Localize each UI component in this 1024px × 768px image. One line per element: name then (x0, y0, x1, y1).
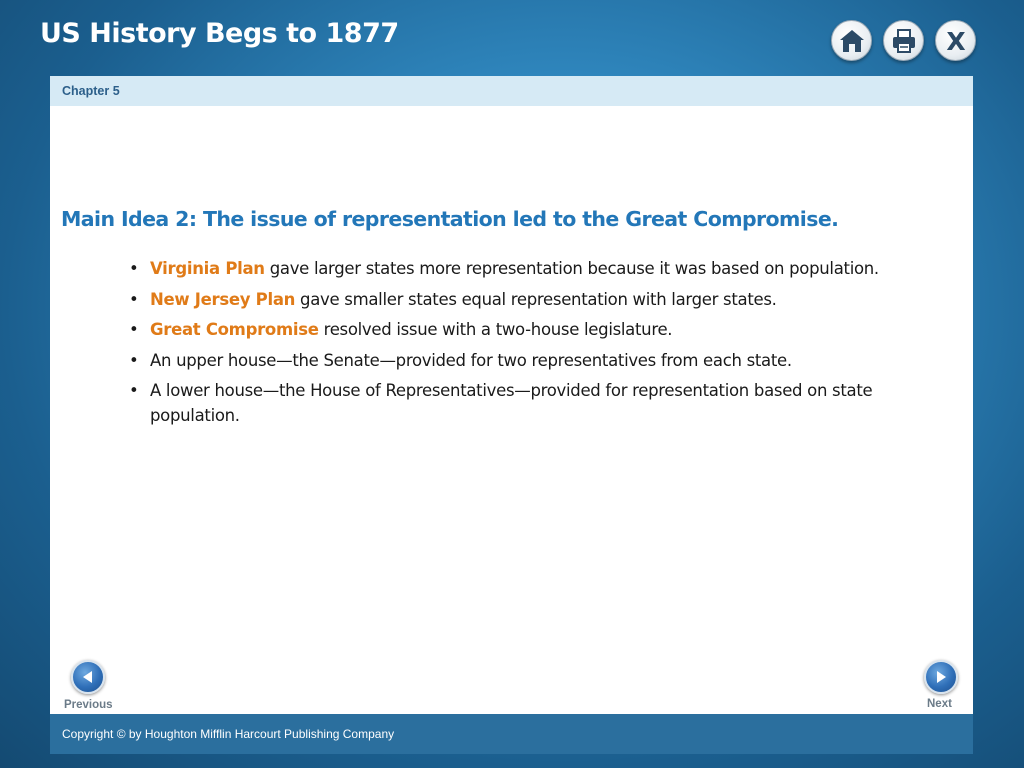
close-button[interactable] (935, 20, 976, 61)
term-virginia-plan: Virginia Plan (150, 259, 265, 278)
list-item (128, 348, 948, 373)
arrow-left-icon (80, 669, 96, 685)
content-panel (50, 76, 973, 714)
bullet-list (128, 256, 948, 434)
chapter-bar (50, 76, 973, 106)
list-item (128, 287, 948, 312)
home-button[interactable] (831, 20, 872, 61)
list-item (128, 256, 948, 281)
bullet-text: gave larger states more representation because it was based on population. (264, 259, 879, 278)
app-title: US History Begs to 1877 (40, 18, 399, 49)
list-item (128, 378, 948, 428)
close-icon (942, 28, 970, 54)
home-icon (838, 28, 866, 54)
copyright-text: Copyright © by Houghton Mifflin Harcourt Publishing Company (62, 727, 395, 741)
top-toolbar (831, 20, 976, 61)
bullet-text: An upper house—the Senate—provided for two representatives from each state. (150, 350, 792, 370)
print-icon (890, 28, 918, 54)
list-item (128, 317, 948, 342)
chapter-label: Chapter 5 (62, 84, 120, 98)
previous-label[interactable]: Previous (64, 699, 113, 711)
svg-text:X: X (945, 27, 966, 54)
bullet-text: A lower house—the House of Representatives—provided for representation based on state population. (150, 381, 873, 425)
bullet-text: gave smaller states equal representation with larger states. (295, 289, 777, 309)
next-label[interactable]: Next (927, 698, 952, 710)
term-new-jersey-plan: New Jersey Plan (150, 289, 296, 309)
print-button[interactable] (883, 20, 924, 61)
next-button[interactable] (924, 660, 958, 694)
arrow-right-icon (933, 669, 949, 685)
main-idea-heading: Main Idea 2: The issue of representation led to the Great Compromise. (61, 207, 839, 231)
term-great-compromise: Great Compromise (150, 320, 319, 339)
bullet-text: resolved issue with a two-house legislature. (318, 320, 673, 339)
previous-button[interactable] (71, 660, 105, 694)
footer-bar (50, 714, 973, 754)
